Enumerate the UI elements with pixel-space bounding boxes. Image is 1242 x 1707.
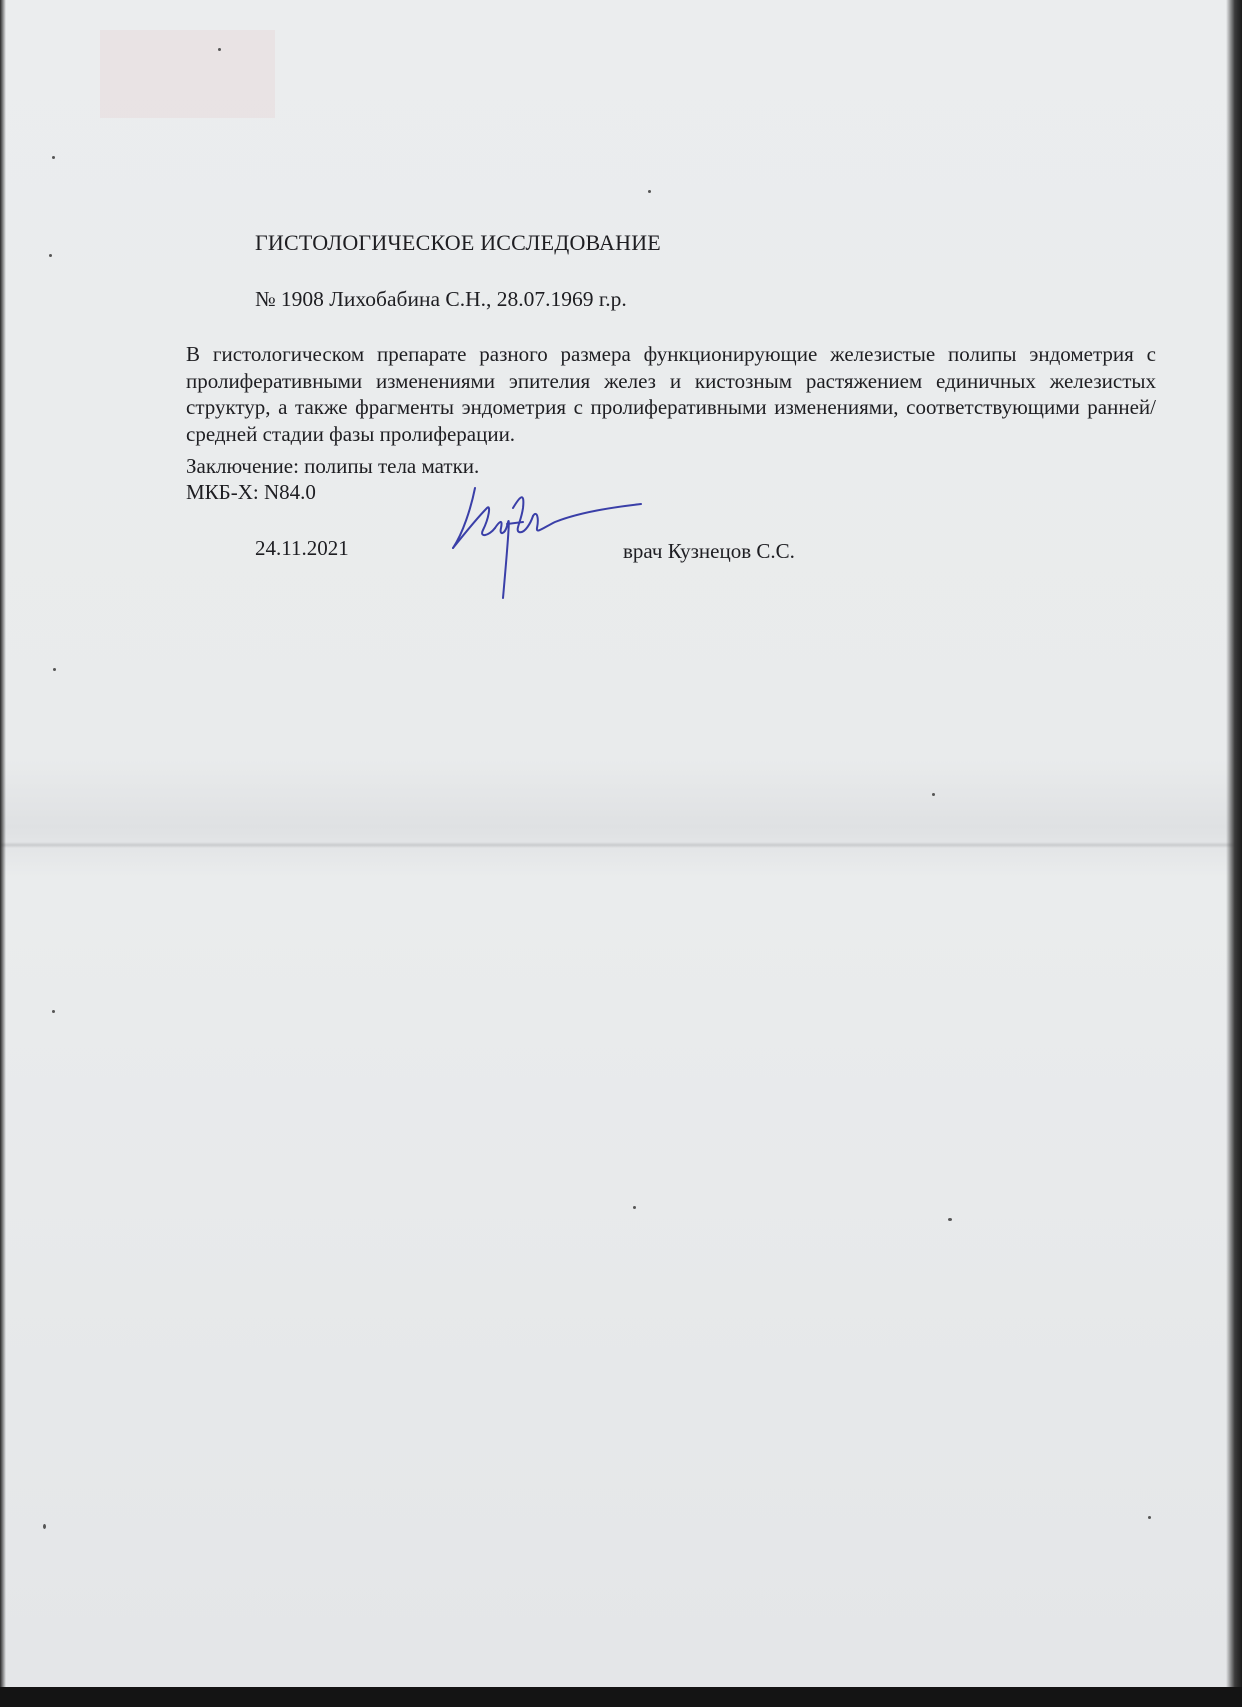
scan-edge-bottom — [0, 1687, 1242, 1707]
scan-speck — [633, 1206, 636, 1209]
conclusion-line: Заключение: полипы тела матки. — [186, 454, 480, 478]
scan-speck — [52, 156, 55, 159]
scan-speck — [648, 190, 651, 193]
scan-speck — [49, 254, 52, 257]
scan-speck — [52, 1010, 55, 1013]
document-title: ГИСТОЛОГИЧЕСКОЕ ИССЛЕДОВАНИЕ — [255, 230, 661, 255]
scan-speck — [1148, 1516, 1151, 1519]
scan-edge-left — [0, 0, 6, 1707]
scan-edge-right — [1226, 0, 1242, 1707]
report-date: 24.11.2021 — [255, 536, 349, 560]
doctor-name: врач Кузнецов С.С. — [623, 539, 795, 563]
icd-code-line: МКБ-X: N84.0 — [186, 480, 316, 504]
patient-line: № 1908 Лихобабина С.Н., 28.07.1969 г.р. — [255, 287, 627, 311]
scan-speck — [948, 1218, 952, 1221]
scan-speck — [932, 793, 935, 796]
scan-speck — [218, 48, 221, 51]
scan-speck — [53, 668, 56, 671]
paper-fold-line — [0, 842, 1242, 848]
scan-speck — [43, 1524, 46, 1529]
findings-paragraph: В гистологическом препарате разного размера функционирующие железистые полипы эндометрия с пролиферативными изменениями эпителия желез и кистозным растяжением единичных железистых структур, а также фрагменты эндометрия с пролиферативными изменениями, соответствующими ранней/средней стадии фазы пролиферации. — [186, 342, 1156, 446]
handwritten-signature — [445, 478, 645, 603]
scan-discoloration — [100, 30, 275, 118]
